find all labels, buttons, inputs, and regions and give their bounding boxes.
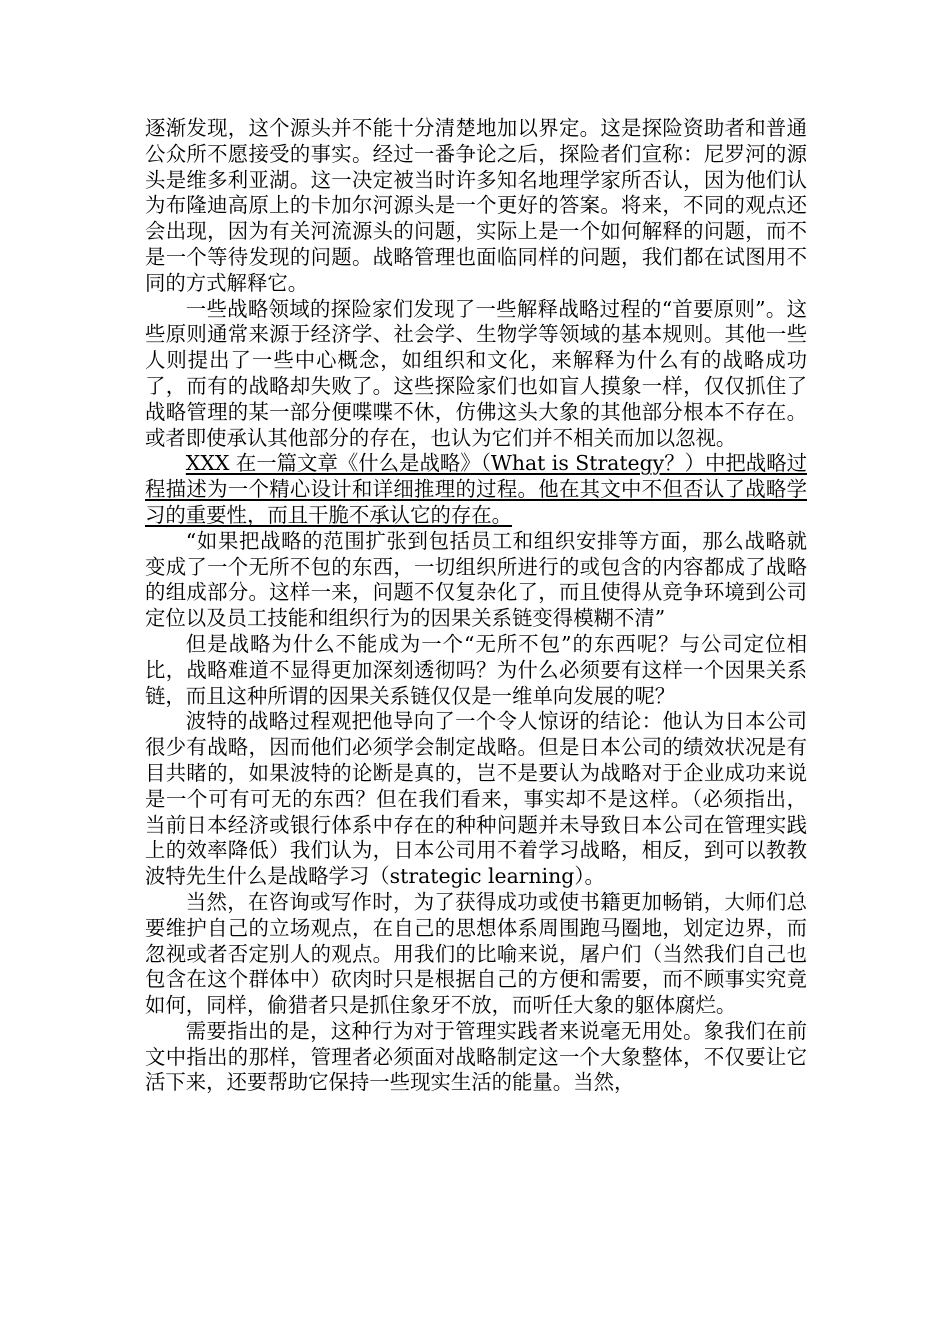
paragraph-8: 需要指出的是，这种行为对于管理实践者来说毫无用处。象我们在前文中指出的那样，管理者必须面对战略制定这一个大象整体，不仅要让它活下来，还要帮助它保持一些现实生活的能量。当然， [145, 1018, 807, 1095]
paragraph-4-quote: “如果把战略的范围扩张到包括员工和组织安排等方面，那么战略就变成了一个无所不包的东西，一切组织所进行的或包含的内容都成了战略的组成部分。这样一来，问题不仅复杂化了，而且使得从竞争环境到公司定位以及员工技能和组织行为的因果关系链变得模糊不清” [145, 528, 807, 631]
paragraph-7: 当然，在咨询或写作时，为了获得成功或使书籍更加畅销，大师们总要维护自己的立场观点，在自己的思想体系周围跑马圈地，划定边界，而忽视或者否定别人的观点。用我们的比喻来说，屠户们（当然我们自己也包含在这个群体中）砍肉时只是根据自己的方便和需要，而不顾事实究竟如何，同样，偷猎者只是抓住象牙不放，而听任大象的躯体腐烂。 [145, 889, 807, 1018]
paragraph-1: 逐渐发现，这个源头并不能十分清楚地加以界定。这是探险资助者和普通公众所不愿接受的事实。经过一番争论之后，探险者们宣称：尼罗河的源头是维多利亚湖。这一决定被当时许多知名地理学家所否认，因为他们认为布隆迪高原上的卡加尔河源头是一个更好的答案。将来，不同的观点还会出现，因为有关河流源头的问题，实际上是一个如何解释的问题，而不是一个等待发现的问题。战略管理也面临同样的问题，我们都在试图用不同的方式解释它。 [145, 116, 807, 295]
paragraph-3-underlined: XXX 在一篇文章《什么是战略》（What is Strategy？）中把战略过程描述为一个精心设计和详细推理的过程。他在其文中不但否认了战略学习的重要性，而且干脆不承认它的存在。 [145, 451, 807, 527]
paragraph-5: 但是战略为什么不能成为一个“无所不包”的东西呢？与公司定位相比，战略难道不显得更加深刻透彻吗？为什么必须要有这样一个因果关系链，而且这种所谓的因果关系链仅仅是一维单向发展的呢？ [145, 631, 807, 708]
document-page [145, 116, 807, 1096]
paragraph-2: 一些战略领域的探险家们发现了一些解释战略过程的“首要原则”。这些原则通常来源于经济学、社会学、生物学等领域的基本规则。其他一些人则提出了一些中心概念，如组织和文化，来解释为什么有的战略成功了，而有的战略却失败了。这些探险家们也如盲人摸象一样，仅仅抓住了战略管理的某一部分便喋喋不休，仿佛这头大象的其他部分根本不存在。或者即使承认其他部分的存在，也认为它们并不相关而加以忽视。 [145, 296, 807, 450]
paragraph-6: 波特的战略过程观把他导向了一个令人惊讶的结论：他认为日本公司很少有战略，因而他们必须学会制定战略。但是日本公司的绩效状况是有目共睹的，如果波特的论断是真的，岂不是要认为战略对于企业成功来说是一个可有可无的东西？但在我们看来，事实却不是这样。（必须指出，当前日本经济或银行体系中存在的种种问题并未导致日本公司在管理实践上的效率降低）我们认为，日本公司用不着学习战略，相反，到可以教教波特先生什么是战略学习（strategic learning）。 [145, 709, 807, 889]
